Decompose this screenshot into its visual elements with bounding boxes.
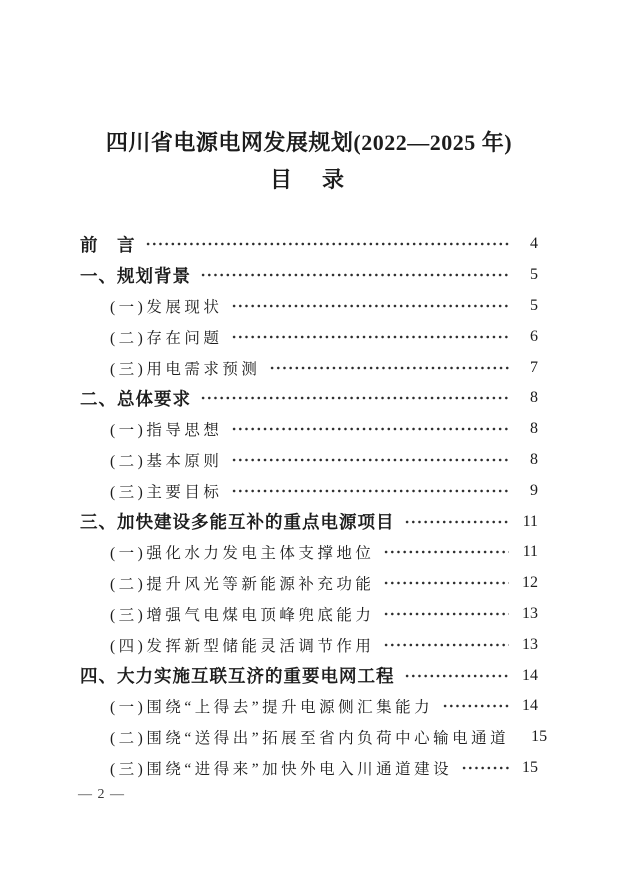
toc-entry-label: (三)围绕“进得来”加快外电入川通道建设 — [110, 760, 453, 778]
toc-entry — [80, 568, 538, 599]
toc-entry-page: 9 — [530, 481, 538, 499]
toc-entry-page: 13 — [522, 635, 538, 653]
toc-entry-page: 5 — [530, 266, 538, 284]
toc-entry-label: (一)强化水力发电主体支撑地位 — [110, 545, 375, 563]
toc-entry-page: 6 — [530, 327, 538, 345]
dot-leader-icon — [231, 475, 509, 506]
toc-entry — [80, 475, 538, 506]
toc-entry-page: 15 — [531, 728, 548, 746]
toc-entry — [80, 445, 538, 476]
dot-leader-icon — [231, 291, 509, 322]
toc-entry-page: 8 — [530, 450, 538, 468]
toc-entry — [80, 260, 538, 291]
toc-entry-label: (一)围绕“上得去”提升电源侧汇集能力 — [110, 699, 434, 717]
toc-heading: 目 录 — [269, 167, 348, 192]
toc-entry-label: (一)发展现状 — [110, 298, 223, 316]
toc-entry-label: (二)提升风光等新能源补充功能 — [110, 576, 375, 594]
dot-leader-icon — [404, 660, 510, 691]
toc-entry-label: (三)用电需求预测 — [110, 360, 261, 378]
toc-entry — [80, 321, 538, 352]
toc-entry — [80, 229, 538, 260]
dot-leader-icon — [200, 260, 509, 291]
toc-entry — [80, 660, 538, 691]
toc-entry-page: 13 — [522, 604, 538, 622]
toc-entry-page: 14 — [522, 697, 538, 715]
toc-entry-page: 11 — [522, 543, 538, 561]
dot-leader-icon — [145, 229, 510, 260]
dot-leader-icon — [383, 629, 509, 660]
toc-entry-page: 5 — [530, 296, 538, 314]
dot-leader-icon — [231, 321, 509, 352]
page-title: 四川省电源电网发展规划(2022—2025 年) — [105, 130, 513, 155]
toc-entry-label: (二)围绕“送得出”拓展至省内负荷中心输电通道 — [110, 730, 510, 748]
dot-leader-icon — [231, 445, 509, 476]
toc-entry-label: (二)基本原则 — [110, 452, 223, 470]
toc-entry-page: 7 — [530, 358, 538, 376]
toc-entry-label: 三、加快建设多能互补的重点电源项目 — [80, 512, 395, 533]
toc-entry-page: 4 — [530, 235, 538, 253]
toc-entry-label: (三)主要目标 — [110, 483, 223, 501]
toc-entry-label: (二)存在问题 — [110, 329, 223, 347]
toc-entry-label: 一、规划背景 — [80, 265, 191, 286]
page-number-footer: — 2 — — [78, 787, 125, 803]
toc-entry — [80, 629, 538, 660]
dot-leader-icon — [404, 506, 510, 537]
toc-entry-page: 8 — [530, 420, 538, 438]
dot-leader-icon — [461, 753, 509, 784]
toc-entry-label: 二、总体要求 — [80, 388, 191, 409]
toc-entry — [80, 383, 538, 414]
toc-entry-label: 前 言 — [80, 234, 136, 255]
toc-entry — [80, 599, 538, 630]
toc-entry-label: (一)指导思想 — [110, 422, 223, 440]
toc-entry-page: 15 — [522, 758, 538, 776]
toc-entry-label: (四)发挥新型储能灵活调节作用 — [110, 637, 375, 655]
toc-entry-page: 8 — [530, 389, 538, 407]
dot-leader-icon — [269, 352, 509, 383]
toc-entry-label: 四、大力实施互联互济的重要电网工程 — [80, 666, 395, 687]
dot-leader-icon — [231, 414, 509, 445]
toc-entry — [80, 753, 538, 784]
dot-leader-icon — [383, 537, 509, 568]
toc-entry — [80, 291, 538, 322]
toc-entry — [80, 506, 538, 537]
toc-entry-label: (三)增强气电煤电顶峰兜底能力 — [110, 606, 375, 624]
toc-entry — [80, 352, 538, 383]
toc-entry — [80, 722, 548, 753]
dot-leader-icon — [383, 599, 509, 630]
toc-entry — [80, 691, 538, 722]
toc-entry — [80, 537, 538, 568]
dot-leader-icon — [200, 383, 509, 414]
toc-entry — [80, 414, 538, 445]
toc-entry-page: 12 — [522, 574, 538, 592]
toc-entry-page: 11 — [522, 512, 538, 530]
toc-entry-page: 14 — [522, 666, 538, 684]
dot-leader-icon — [442, 691, 509, 722]
toc-list — [80, 229, 548, 783]
dot-leader-icon — [383, 568, 509, 599]
